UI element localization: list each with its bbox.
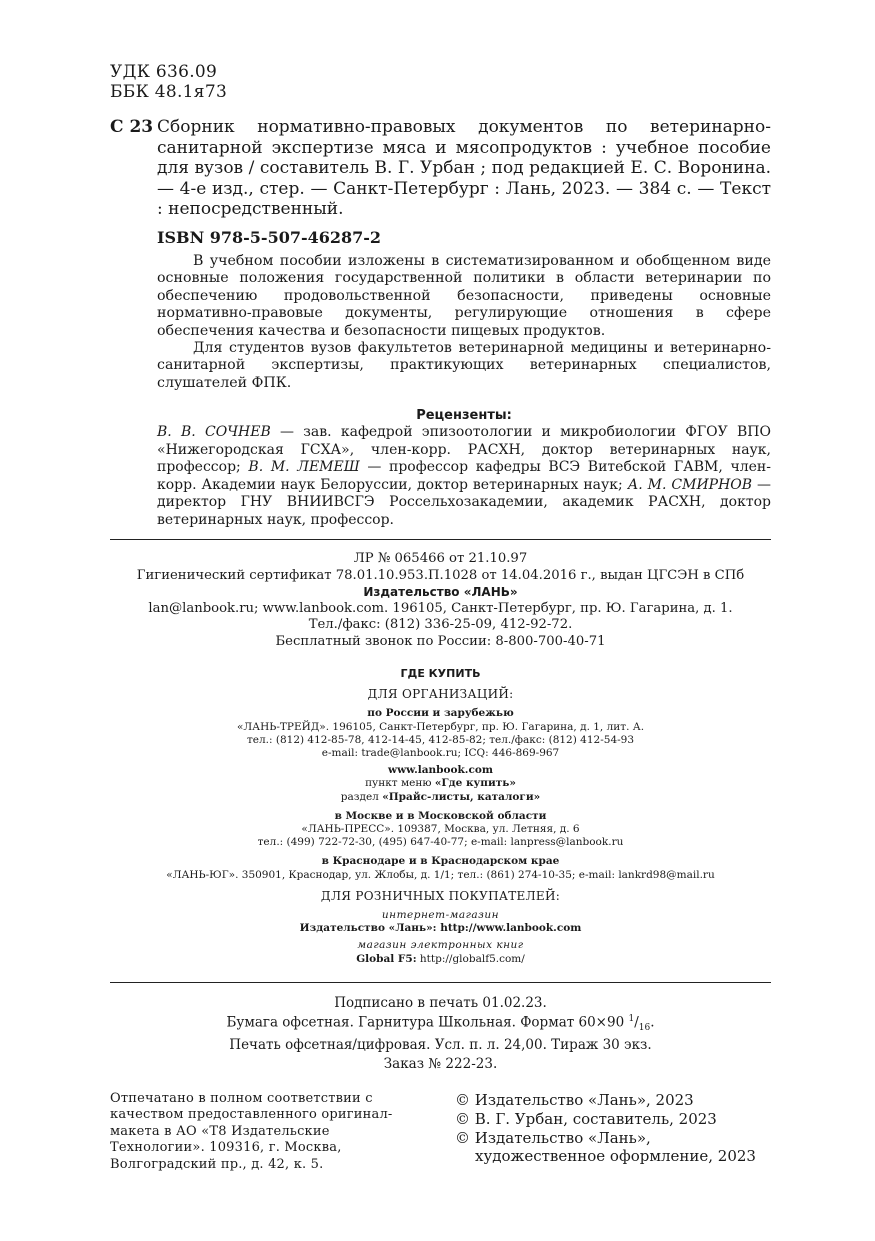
where-to-buy-title: ГДЕ КУПИТЬ (400, 667, 481, 680)
license-block (110, 551, 771, 651)
copyright-line: © Издательство «Лань», 2023 (455, 1091, 694, 1109)
bbk-code: ББК 48.1я73 (110, 82, 228, 102)
region-title: в Москве и в Московской области (334, 809, 547, 822)
menu-hint-bold: «Прайс-листы, каталоги» (382, 790, 541, 803)
free-call: Бесплатный звонок по России: 8-800-700-40-71 (275, 633, 606, 649)
ebook-store (110, 953, 771, 966)
author-code: С 23 (110, 117, 154, 137)
ebook-label: магазин электронных книг (357, 939, 524, 952)
divider (110, 982, 771, 983)
menu-hint-text: пункт меню (365, 777, 435, 790)
paper-format-end: . (650, 1014, 655, 1031)
contact-line: «ЛАНЬ-ТРЕЙД». 196105, Санкт-Петербург, пр. Ю. Гагарина, д. 1, лит. А. (236, 720, 645, 733)
retail-title: ДЛЯ РОЗНИЧНЫХ ПОКУПАТЕЛЕЙ: (320, 888, 561, 903)
isbn: ISBN 978-5-507-46287-2 (157, 228, 382, 247)
contact-line: тел.: (499) 722-72-30, (495) 647-40-77; e-mail: lanpress@lanbook.ru (257, 836, 624, 849)
signed-date: Подписано в печать 01.02.23. (334, 995, 547, 1011)
reviewer-description: — профессор кафедры ВСЭ Витебской ГАВМ, член-корр. Академии наук Белоруссии, доктор ветеринарных наук; (157, 459, 771, 493)
abstract-paragraph: В учебном пособии изложены в систематизированном и обобщенном виде основные положения государственной политики в области ветеринарии по обеспечению продовольственной безопасности, приведены основные нормативно-правовые документы, регулирующие отношения в сфере обеспечения качества и безопасности пищевых продуктов. (157, 253, 771, 339)
region-title: в Краснодаре и в Краснодарском крае (321, 855, 560, 868)
abstract (157, 253, 771, 392)
contact-line: e-mail: trade@lanbook.ru; ICQ: 446-869-967 (321, 747, 560, 760)
hygiene-certificate: Гигиенический сертификат 78.01.10.953.П.1028 от 14.04.2016 г., выдан ЦГСЭН в СПб (136, 567, 745, 583)
copyright-block (455, 1091, 775, 1166)
printing-info: Печать офсетная/цифровая. Усл. п. л. 24,00. Тираж 30 экз. (229, 1037, 652, 1053)
imprint-block (110, 995, 771, 1053)
ebook-store-url: http://globalf5.com/ (416, 952, 525, 965)
menu-hint-text: раздел (340, 790, 383, 803)
bibliographic-record: Сборник нормативно-правовых документов по ветеринарно-санитарной экспертизе мяса и мясопродуктов : учебное пособие для вузов / составитель В. Г. Урбан ; под редакцией Е. С. Воронина. — 4-е изд., стер. — Санкт-Петербург : Лань, 2023. — 384 с. — Текст : непосредственный. (157, 117, 771, 219)
menu-hint-bold: «Где купить» (434, 777, 516, 790)
reviewer-description: — зав. кафедрой эпизоотологии и микробиологии ФГОУ ВПО «Нижегородская ГСХА», член-корр. РАСХН, доктор ветеринарных наук, профессор; (157, 424, 771, 476)
ebook-store-name: Global F5: (356, 952, 417, 965)
publisher-phone: Тел./факс: (812) 336-25-09, 412-92-72. (308, 617, 573, 633)
copyright-line: © В. Г. Урбан, составитель, 2023 (455, 1109, 717, 1128)
reviewer-name: В. М. ЛЕМЕШ (248, 459, 360, 476)
menu-hint (110, 777, 771, 790)
reviewers-list (157, 424, 771, 530)
copyright-line: © Издательство «Лань», (455, 1128, 651, 1147)
format-denominator: 16 (638, 1023, 651, 1034)
copyright-line: художественное оформление, 2023 (475, 1147, 756, 1166)
contact-line: тел.: (812) 412-85-78, 412-14-45, 412-85-82; тел./факс: (812) 412-54-93 (246, 733, 635, 746)
contact-line: «ЛАНЬ-ПРЕСС». 109387, Москва, ул. Летняя, д. 6 (301, 823, 580, 836)
reviewers-title: Рецензенты: (416, 408, 512, 423)
paper-format: Бумага офсетная. Гарнитура Школьная. Формат 60×90 $^1/_{16}$. (226, 1014, 655, 1034)
abstract-paragraph: Для студентов вузов факультетов ветеринарной медицины и ветеринарно-санитарной экспертизы, практикующих ветеринарных специалистов, слушателей ФПК. (157, 340, 771, 391)
shop-value: Издательство «Лань»: http://www.lanbook.com (299, 922, 582, 935)
where-to-buy (110, 667, 771, 966)
paper-format-text: Бумага офсетная. Гарнитура Школьная. Формат 60×90 (226, 1014, 629, 1031)
region-title: по России и зарубежью (367, 707, 514, 720)
menu-hint (110, 791, 771, 804)
divider (110, 539, 771, 540)
publisher-name: Издательство «ЛАНЬ» (363, 585, 518, 600)
shop-label: интернет-магазин (381, 909, 500, 922)
website: www.lanbook.com (388, 764, 493, 777)
publisher-address: lan@lanbook.ru; www.lanbook.com. 196105, Санкт-Петербург, пр. Ю. Гагарина, д. 1. (148, 600, 733, 616)
reviewer-description: — директор ГНУ ВНИИВСГЭ Россельхозакадемии, академик РАСХН, доктор ветеринарных наук, профессор. (157, 476, 772, 528)
organizations-title: ДЛЯ ОРГАНИЗАЦИЙ: (367, 687, 514, 702)
order-number: Заказ № 222-23. (383, 1056, 498, 1072)
contact-line: «ЛАНЬ-ЮГ». 350901, Краснодар, ул. Жлобы, д. 1/1; тел.: (861) 274-10-35; e-mail: lankrd98@mail.ru (166, 868, 715, 881)
format-numerator: 1 (628, 1014, 635, 1025)
reviewer-name: В. В. СОЧНЕВ (157, 424, 271, 440)
lr-number: ЛР № 065466 от 21.10.97 (353, 551, 528, 566)
reviewer-name: А. М. СМИРНОВ (627, 476, 753, 493)
classification-codes (110, 62, 227, 102)
printed-by: Отпечатано в полном соответствии с качеством предоставленного оригинал-макета в АО «Т8 Издательские Технологии». 109316, г. Москва, Волгоградский пр., д. 42, к. 5. (110, 1091, 393, 1172)
udk-code: УДК 636.09 (110, 62, 218, 82)
